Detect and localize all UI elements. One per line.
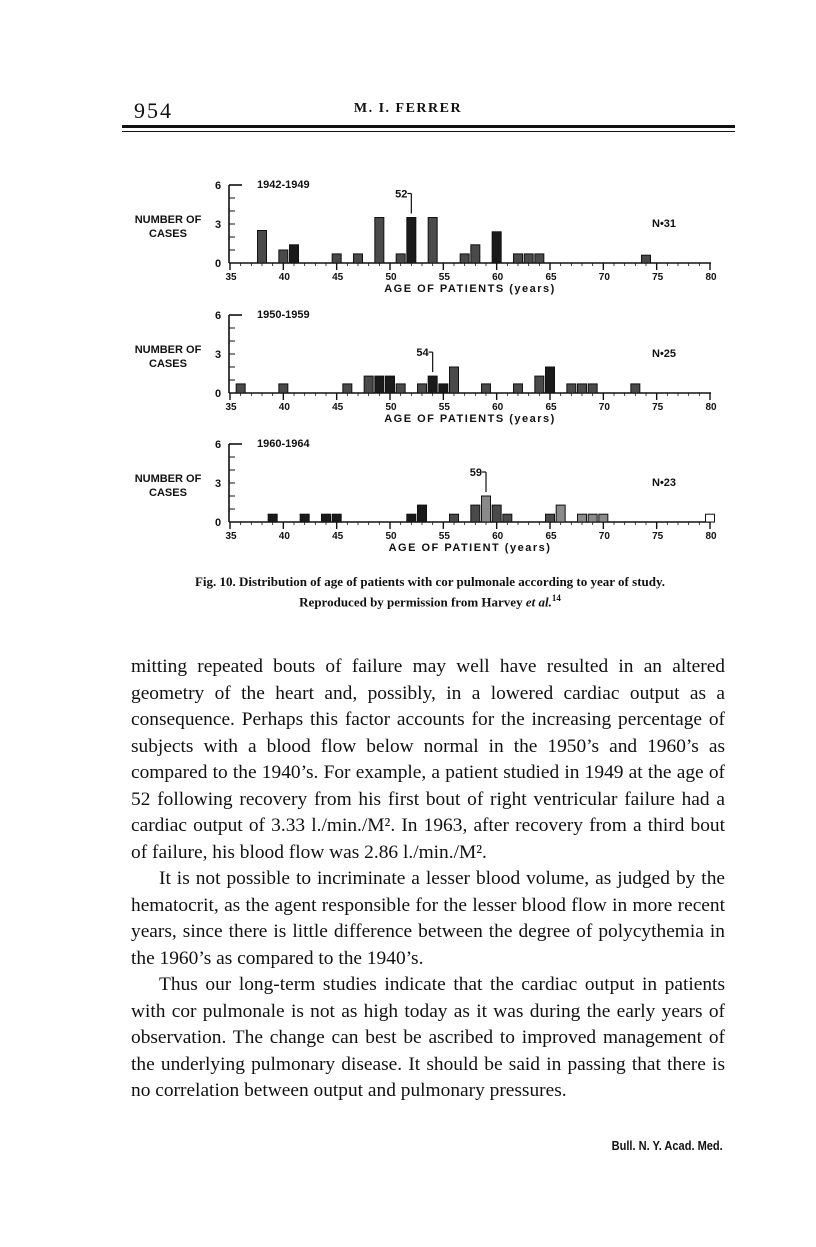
panel-2-y-tick-label: 6	[214, 310, 222, 322]
panel-3-period-title: 1960-1964	[257, 438, 310, 450]
panel-3-y-tick-label: 6	[214, 439, 222, 451]
panel-3-x-tick-label: 55	[438, 531, 450, 542]
panel-3-y-tick-label: 3	[214, 478, 222, 490]
panel-1-bar-age-58	[471, 245, 480, 263]
caption-line-2-text: Reproduced by permission from Harvey	[299, 594, 526, 610]
panel-3-x-tick-label: 50	[385, 531, 397, 542]
panel-3-bar-age-58	[471, 505, 480, 522]
panel-2-x-tick-label: 45	[332, 402, 344, 413]
panel-2-x-tick-label: 55	[438, 402, 450, 413]
panel-1-bar-age-54	[428, 218, 437, 264]
panel-3-x-tick-label: 35	[225, 531, 237, 542]
panel-3-bar-age-68	[578, 514, 587, 522]
panel-1-bar-age-52	[407, 218, 416, 264]
panel-3-bar-age-70	[599, 514, 608, 522]
panel-3-y-label-line2: CASES	[149, 487, 187, 499]
panel-2-bar-age-40	[279, 384, 288, 393]
panel-3-bar-age-45	[332, 514, 341, 522]
panel-1-bar-age-38	[258, 231, 267, 264]
panel-2-bar-age-53	[418, 384, 427, 393]
panel-2-bar-age-62	[514, 384, 523, 393]
panel-3-x-tick-label: 80	[705, 531, 717, 542]
panel-3-x-tick-label: 45	[332, 531, 344, 542]
panel-2-bar-age-50	[386, 376, 395, 393]
panel-1-bar-age-49	[375, 218, 384, 264]
panel-2-bar-age-56	[450, 367, 459, 393]
panel-2-x-tick-label: 35	[225, 402, 237, 413]
panel-1-period-title: 1942-1949	[257, 179, 310, 191]
panel-1-bar-age-63	[524, 254, 533, 263]
panel-1-x-tick-label: 45	[332, 272, 344, 283]
panel-1-y-tick-label: 0	[214, 258, 222, 270]
panel-2-bar-age-55	[439, 384, 448, 393]
running-head-author: M. I. FERRER	[353, 101, 463, 116]
panel-2-y-label-line2: CASES	[149, 358, 187, 370]
panel-1-x-tick-label: 80	[705, 272, 717, 283]
panel-2-x-tick-label: 60	[492, 402, 504, 413]
panel-2-peak-label: 54	[416, 347, 429, 360]
panel-3-x-label: AGE OF PATIENT (years)	[388, 542, 552, 554]
panel-3-bar-age-59	[482, 496, 491, 522]
panel-2-bar-age-46	[343, 384, 352, 393]
panel-3-bar-age-42	[300, 514, 309, 522]
panel-3-x-tick-label: 40	[278, 531, 290, 542]
panel-1-x-tick-label: 40	[278, 272, 290, 283]
panel-3-bar-age-60	[492, 505, 501, 522]
panel-3-bar-age-65	[546, 514, 555, 522]
panel-1-x-tick-label: 70	[598, 272, 610, 283]
panel-2-bar-age-36	[236, 384, 245, 393]
panel-3-x-tick-label: 65	[545, 531, 557, 542]
panel-2-bar-age-51	[396, 384, 405, 393]
panel-3-n-label: N•23	[652, 477, 677, 489]
panel-3-x-tick-label: 75	[652, 531, 664, 542]
panel-1-bar-age-45	[332, 254, 341, 263]
panel-2-n-label: N•25	[652, 348, 677, 360]
panel-3-x-tick-label: 70	[598, 531, 610, 542]
body-text	[131, 654, 725, 1105]
panel-3-bar-age-39	[268, 514, 277, 522]
panel-3-bar-age-80	[706, 514, 715, 522]
panel-1-y-tick-label: 3	[214, 219, 222, 231]
panel-2-bar-age-69	[588, 384, 597, 393]
panel-1-x-tick-label: 65	[545, 272, 557, 283]
panel-1-bar-age-40	[279, 250, 288, 263]
panel-2-y-label-line1: NUMBER OF	[134, 344, 202, 356]
panel-3-y-tick-label: 0	[214, 517, 222, 529]
panel-1-bar-age-51	[396, 254, 405, 263]
panel-1-x-label: AGE OF PATIENTS (years)	[384, 283, 556, 295]
panel-2-x-tick-label: 65	[545, 402, 557, 413]
panel-2-bar-age-64	[535, 376, 544, 393]
panel-3-bar-age-44	[322, 514, 331, 522]
panel-2-x-tick-label: 70	[598, 402, 610, 413]
panel-2-x-tick-label: 50	[385, 402, 397, 413]
panel-2-x-tick-label: 40	[278, 402, 290, 413]
panel-2-bar-age-48	[364, 376, 373, 393]
panel-1-y-tick-label: 6	[214, 180, 222, 192]
journal-footer: Bull. N. Y. Acad. Med.	[611, 1138, 723, 1153]
caption-line-1: Fig. 10. Distribution of age of patients with cor pulmonale according to year of study.	[194, 574, 666, 589]
panel-1-x-tick-label: 35	[225, 272, 237, 283]
panel-1-bar-age-57	[460, 254, 469, 263]
panel-2-bar-age-68	[578, 384, 587, 393]
panel-1-x-tick-label: 55	[438, 272, 450, 283]
panel-1-bar-age-62	[514, 254, 523, 263]
panel-1-bar-age-41	[290, 245, 299, 263]
panel-3-bar-age-53	[418, 505, 427, 522]
panel-1-x-tick-label: 60	[492, 272, 504, 283]
panel-2-bar-age-54	[428, 376, 437, 393]
panel-2-period-title: 1950-1959	[257, 309, 310, 321]
figure-caption	[120, 573, 740, 610]
panel-2-bar-age-49	[375, 376, 384, 393]
paragraph-3: Thus our long-term studies indicate that the cardiac output in patients with cor pulmonale is not as high today as it was during the early years of observation. The change can best be ascribed to improved management of the underlying pulmonary disease. It should be said in passing that there is no correlation between output and pulmonary pressures.	[131, 974, 725, 1101]
panel-2-bar-age-59	[482, 384, 491, 393]
paragraph-2: It is not possible to incriminate a lesser blood volume, as judged by the hematocrit, as the agent responsible for the lesser blood flow in more recent years, since there is little difference between the degree of polycythemia in the 1960’s as compared to the 1940’s.	[131, 868, 725, 969]
panel-1-peak-label: 52	[395, 188, 408, 201]
panel-2-x-tick-label: 75	[652, 402, 664, 413]
panel-2-y-tick-label: 0	[214, 388, 222, 400]
caption-reference: 14	[551, 593, 561, 603]
panel-2-bar-age-73	[631, 384, 640, 393]
figure-10-histograms	[0, 0, 816, 570]
panel-1-bar-age-74	[642, 255, 651, 263]
panel-1-x-tick-label: 75	[652, 272, 664, 283]
caption-et-al: et al.	[525, 594, 552, 610]
panel-3-bar-age-69	[588, 514, 597, 522]
panel-3-peak-label: 59	[469, 467, 482, 479]
panel-1-n-label: N•31	[652, 218, 677, 230]
panel-3-bar-age-56	[450, 514, 459, 522]
panel-1-bar-age-64	[535, 254, 544, 263]
panel-1-y-label-line2: CASES	[149, 228, 187, 240]
panel-3-bar-age-52	[407, 514, 416, 522]
panel-1-bar-age-47	[354, 254, 363, 263]
panel-1-bar-age-60	[492, 232, 501, 263]
panel-2-x-label: AGE OF PATIENTS (years)	[384, 413, 556, 425]
panel-2-y-tick-label: 3	[214, 349, 222, 361]
page-number: 954	[134, 98, 173, 123]
panel-3-y-label-line1: NUMBER OF	[134, 473, 202, 485]
panel-1-y-label-line1: NUMBER OF	[134, 214, 202, 226]
panel-2-bar-age-65	[546, 367, 555, 393]
panel-3-x-tick-label: 60	[492, 531, 504, 542]
panel-3-bar-age-66	[556, 505, 565, 522]
paragraph-1: mitting repeated bouts of failure may well have resulted in an altered geometry of the heart and, possibly, in a lowered cardiac output as a consequence. Perhaps this factor accounts for the increasing percentage of subjects with a blood flow below normal in the 1950’s and 1960’s as compared to the 1940’s. For example, a patient studied in 1949 at the age of 52 following recovery from his first bout of right ventricular failure had a cardiac output of 3.33 l./min./M². In 1963, after recovery from a third bout of failure, his blood flow was 2.86 l./min./M².	[131, 656, 725, 863]
panel-1-x-tick-label: 50	[385, 272, 397, 283]
panel-2-x-tick-label: 80	[705, 402, 717, 413]
panel-3-bar-age-61	[503, 514, 512, 522]
panel-2-bar-age-67	[567, 384, 576, 393]
